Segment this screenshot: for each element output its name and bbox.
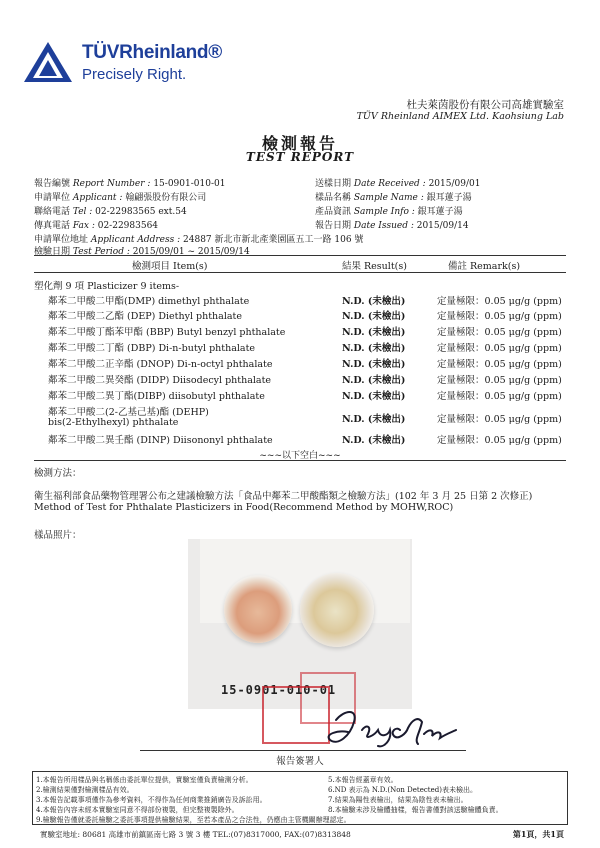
table-row-remark: 定量極限：0.05 μg/g (ppm): [437, 375, 562, 386]
note-item: 2.檢測結果僅對檢測樣品有效。: [36, 786, 134, 794]
signature-image: [318, 700, 468, 752]
lab-address: 實驗室地址: 80681 高雄市前鎮區南七路 3 號 3 樓 TEL:(07)8317000, FAX:(07)8313848: [40, 830, 351, 839]
col-header-result: 結果 Result(s): [342, 261, 407, 272]
tuv-logo-icon: [22, 40, 74, 84]
sample-code-label: 15-0901-010-01: [221, 683, 337, 697]
table-row-item: 鄰苯二甲酸二甲酯(DMP) dimethyl phthalate: [48, 296, 250, 307]
note-item: 5.本報告經蓋章有效。: [328, 776, 398, 784]
info-address: 申請單位地址 Applicant Address : 24887 新北市新北產業園區五工一路 106 號: [34, 235, 364, 245]
info-fax: 傳真電話 Fax : 02-22983564: [34, 221, 159, 231]
method-text-en: Method of Test for Phthalate Plasticizers in Food(Recommend Method by MOHW,ROC): [34, 502, 454, 513]
table-row-result: N.D. (未檢出): [342, 414, 406, 425]
table-row-remark: 定量極限：0.05 μg/g (ppm): [437, 327, 562, 338]
lab-name-en: TÜV Rheinland AIMEX Ltd. Kaohsiung Lab: [356, 111, 564, 122]
info-sample-name: 樣品名稱 Sample Name : 銀耳蓮子湯: [315, 193, 472, 203]
table-row-remark: 定量極限：0.05 μg/g (ppm): [437, 391, 562, 402]
info-test-period: 檢驗日期 Test Period : 2015/09/01 ~ 2015/09/14: [34, 247, 250, 257]
table-row-item: 鄰苯二甲酸二異丁酯(DIBP) diisobutyl phthalate: [48, 391, 265, 402]
table-row-result: N.D. (未檢出): [342, 311, 406, 322]
method-text-zh: 衛生福利部食品藥物管理署公布之建議檢驗方法「食品中鄰苯二甲酸酯類之檢驗方法」(102 年 3 月 25 日第 2 次修正): [34, 491, 533, 502]
table-row-item: 鄰苯二甲酸二乙酯 (DEP) Diethyl phthalate: [48, 311, 242, 322]
table-header-rule: [34, 272, 566, 273]
info-report-number: 報告編號 Report Number : 15-0901-010-01: [34, 179, 226, 189]
info-sample-info: 產品資訊 Sample Info : 銀耳蓮子湯: [315, 207, 463, 217]
table-row-result: N.D. (未檢出): [342, 391, 406, 402]
table-row-result: N.D. (未檢出): [342, 435, 406, 446]
table-row-result: N.D. (未檢出): [342, 327, 406, 338]
table-row-item: 鄰苯二甲酸二丁酯 (DBP) Di-n-butyl phthalate: [48, 343, 256, 354]
note-item: 3.本報告記載事項僅作為參考資料，不得作為任何商業推銷廣告及訴訟用。: [36, 796, 267, 804]
table-row-remark: 定量極限：0.05 μg/g (ppm): [437, 414, 562, 425]
info-date-received: 送樣日期 Date Received : 2015/09/01: [315, 179, 481, 189]
note-item: 9.檢驗報告僅就委託檢驗之委託事項提供檢驗結果，至若本產品之合法性，仍應由主管機關辦理認定。: [36, 816, 351, 824]
table-row-item-line2: bis(2-Ethylhexyl) phthalate: [48, 417, 179, 428]
table-row-result: N.D. (未檢出): [342, 359, 406, 370]
page-number: 第1頁，共1頁: [512, 829, 564, 839]
signature-line: [140, 750, 466, 751]
table-bottom-rule: [34, 460, 566, 461]
table-row-item: 鄰苯二甲酸二正辛酯 (DNOP) Di-n-octyl phthalate: [48, 359, 273, 370]
table-row-item: 鄰苯二甲酸二異壬酯 (DINP) Diisononyl phthalate: [48, 435, 273, 446]
note-item: 1.本報告所用樣品與名稱係由委託單位提供，實驗室僅負責檢測分析。: [36, 776, 253, 784]
report-title-zh: 檢測報告: [261, 134, 338, 153]
signer-label: 報告簽署人: [276, 756, 324, 767]
table-row-remark: 定量極限：0.05 μg/g (ppm): [437, 343, 562, 354]
note-item: 4.本報告內容未經本實驗室同意不得部份複製，但完整複製除外。: [36, 806, 239, 814]
method-heading: 檢測方法：: [34, 468, 82, 479]
report-title-en: TEST REPORT: [245, 150, 355, 164]
table-group-label: 塑化劑 9 項 Plasticizer 9 items-: [34, 281, 180, 292]
end-of-table-mark: ~~~以下空白~~~: [259, 451, 341, 461]
col-header-remark: 備註 Remark(s): [448, 261, 521, 272]
table-row-item: 鄰苯二甲酸二異癸酯 (DIDP) Diisodecyl phthalate: [48, 375, 272, 386]
info-date-issued: 報告日期 Date Issued : 2015/09/14: [315, 221, 469, 231]
note-item: 7.結果為陽性表檢出，結果為陰性表未檢出。: [328, 796, 468, 804]
table-row-remark: 定量極限：0.05 μg/g (ppm): [437, 359, 562, 370]
photo-heading: 樣品照片：: [34, 530, 82, 541]
table-row-result: N.D. (未檢出): [342, 343, 406, 354]
sample-cup: [300, 573, 374, 647]
note-item: 8.本檢驗未涉及檢體抽樣，報告書僅對該送驗檢體負責。: [328, 806, 503, 814]
sample-cup: [224, 575, 292, 643]
table-row-remark: 定量極限：0.05 μg/g (ppm): [437, 311, 562, 322]
logo-tagline: Precisely Right.: [82, 66, 187, 83]
note-item: 6.ND 表示為 N.D.(Non Detected)表未檢出。: [328, 786, 477, 794]
table-row-remark: 定量極限：0.05 μg/g (ppm): [437, 435, 562, 446]
table-row-result: N.D. (未檢出): [342, 375, 406, 386]
logo-name: TÜVRheinland®: [82, 42, 222, 63]
table-row-remark: 定量極限：0.05 μg/g (ppm): [437, 296, 562, 307]
table-row-item: 鄰苯二甲酸二(2-乙基己基)酯 (DEHP): [48, 407, 209, 418]
table-top-rule: [34, 255, 566, 256]
info-tel: 聯絡電話 Tel : 02-22983565 ext.54: [34, 207, 187, 217]
lab-name-zh: 杜夫萊茵股份有限公司高雄實驗室: [406, 99, 564, 111]
col-header-item: 檢測項目 Item(s): [132, 261, 208, 272]
table-row-result: N.D. (未檢出): [342, 296, 406, 307]
table-row-item: 鄰苯二甲酸丁酯苯甲酯 (BBP) Butyl benzyl phthalate: [48, 327, 286, 338]
info-applicant: 申請單位 Applicant : 翰翩張股份有限公司: [34, 193, 207, 203]
